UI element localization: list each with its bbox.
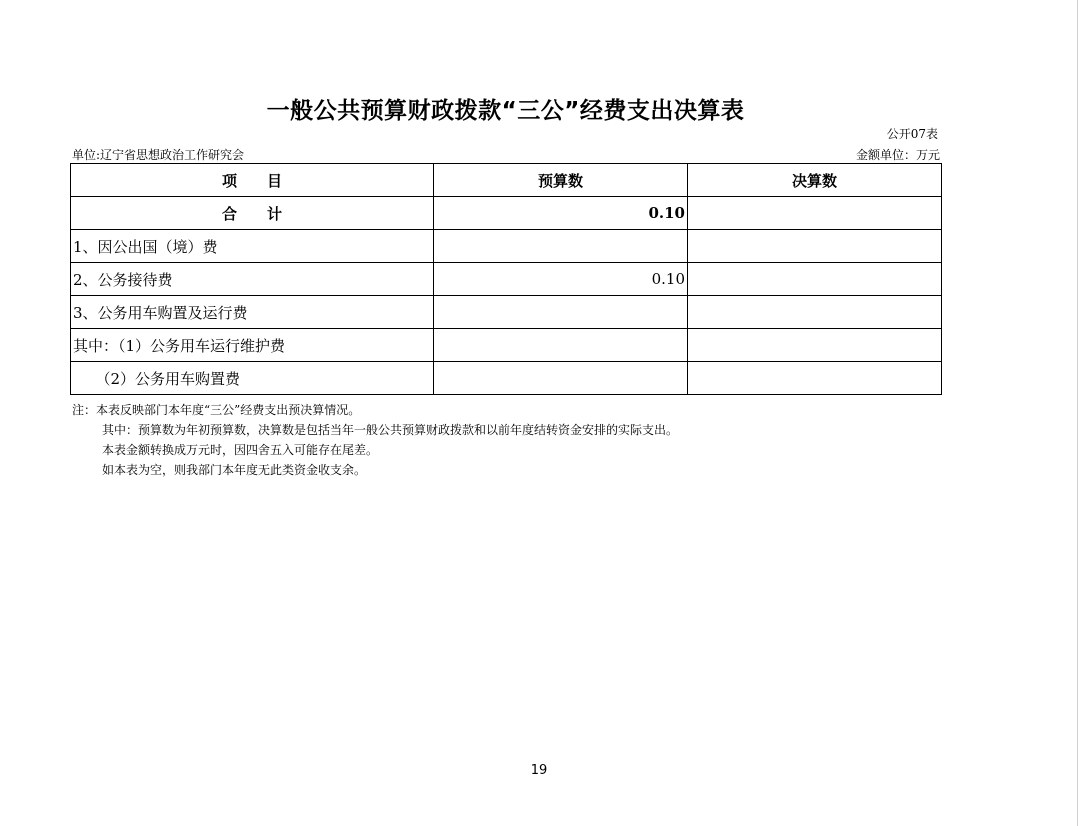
header-item: 项 目 [71,164,434,197]
table-header-row [71,164,942,197]
row-budget [434,329,688,362]
total-budget: 0.10 [434,197,688,230]
note-line: 本表金额转换成万元时，因四舍五入可能存在尾差。 [102,443,379,457]
form-code: 公开07表 [886,127,938,141]
row-final [688,230,942,263]
header-final: 决算数 [688,164,942,197]
table-row [71,329,942,362]
page-number: 19 [530,763,548,778]
row-final [688,329,942,362]
row-item: 1、因公出国（境）费 [71,230,434,263]
note-line: 如本表为空，则我部门本年度无此类资金收支余。 [102,463,367,477]
unit-label: 单位:辽宁省思想政治工作研究会 [72,148,245,162]
row-budget [434,296,688,329]
row-budget [434,230,688,263]
page-title: 一般公共预算财政拨款“三公”经费支出决算表 [266,98,745,124]
expense-table [70,163,942,395]
table-row [71,263,942,296]
row-item: （2）公务用车购置费 [71,362,434,395]
total-final [688,197,942,230]
row-item: 其中：（1）公务用车运行维护费 [71,329,434,362]
row-final [688,362,942,395]
total-row [71,197,942,230]
note-line: 注：本表反映部门本年度“三公”经费支出预决算情况。 [72,403,361,417]
money-unit-label: 金额单位：万元 [855,148,940,162]
table-row [71,362,942,395]
notes-block [72,400,678,480]
header-budget: 预算数 [434,164,688,197]
table-row [71,296,942,329]
row-budget: 0.10 [434,263,688,296]
row-final [688,296,942,329]
note-line: 其中：预算数为年初预算数，决算数是包括当年一般公共预算财政拨款和以前年度结转资金安排的实际支出。 [102,423,679,437]
row-item: 2、公务接待费 [71,263,434,296]
total-label: 合 计 [71,197,434,230]
row-budget [434,362,688,395]
table-row [71,230,942,263]
row-item: 3、公务用车购置及运行费 [71,296,434,329]
row-final [688,263,942,296]
